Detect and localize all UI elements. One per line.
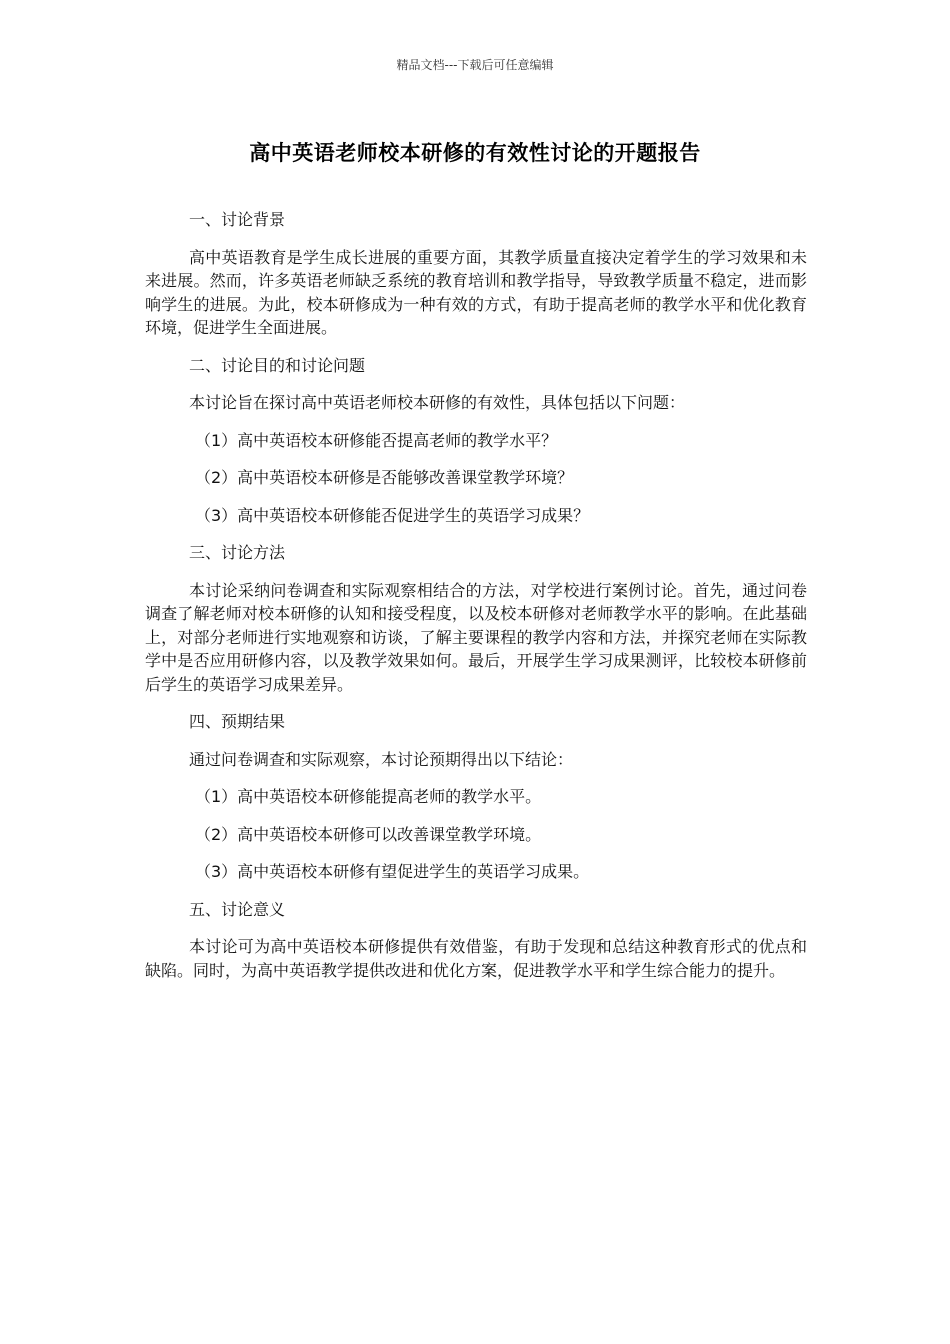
section-heading-significance: 五、讨论意义	[189, 899, 286, 919]
list-item-conclusion-3: （3）高中英语校本研修有望促进学生的英语学习成果。	[195, 862, 590, 881]
document-body	[145, 208, 807, 982]
paragraph-purpose-intro: 本讨论旨在探讨高中英语老师校本研修的有效性，具体包括以下问题：	[189, 393, 686, 412]
section-heading-purpose: 二、讨论目的和讨论问题	[189, 355, 366, 375]
list-item-question-3: （3）高中英语校本研修能否促进学生的英语学习成果？	[195, 505, 590, 525]
list-item-conclusion-1: （1）高中英语校本研修能提高老师的教学水平。	[195, 787, 542, 806]
section-heading-expected-results: 四、预期结果	[189, 712, 286, 731]
header-note: 精品文档---下载后可任意编辑	[396, 58, 554, 72]
list-item-question-1: （1）高中英语校本研修能否提高老师的教学水平？	[195, 430, 558, 450]
document-title: 高中英语老师校本研修的有效性讨论的开题报告	[249, 141, 701, 165]
paragraph-background: 高中英语教育是学生成长进展的重要方面，其教学质量直接决定着学生的学习效果和未来进展。然而，许多英语老师缺乏系统的教育培训和教学指导，导致教学质量不稳定，进而影响学生的进展。为此，校本研修成为一种有效的方式，有助于提高老师的教学水平和优化教育环境，促进学生全面进展。	[145, 247, 807, 337]
paragraph-expected-intro: 通过问卷调查和实际观察，本讨论预期得出以下结论：	[189, 749, 574, 769]
section-heading-background: 一、讨论背景	[189, 210, 286, 229]
paragraph-method: 本讨论采纳问卷调查和实际观察相结合的方法，对学校进行案例讨论。首先，通过问卷调查了解老师对校本研修的认知和接受程度，以及校本研修对老师教学水平的影响。在此基础上，对部分老师进行实地观察和访谈，了解主要课程的教学内容和方法，并探究老师在实际教学中是否应用研修内容，以及教学效果如何。最后，开展学生学习成果测评，比较校本研修前后学生的英语学习成果差异。	[145, 580, 807, 694]
paragraph-significance: 本讨论可为高中英语校本研修提供有效借鉴，有助于发现和总结这种教育形式的优点和缺陷。同时，为高中英语教学提供改进和优化方案，促进教学水平和学生综合能力的提升。	[145, 937, 807, 980]
list-item-question-2: （2）高中英语校本研修是否能够改善课堂教学环境？	[195, 468, 574, 487]
list-item-conclusion-2: （2）高中英语校本研修可以改善课堂教学环境。	[195, 824, 542, 844]
section-heading-method: 三、讨论方法	[189, 543, 286, 562]
